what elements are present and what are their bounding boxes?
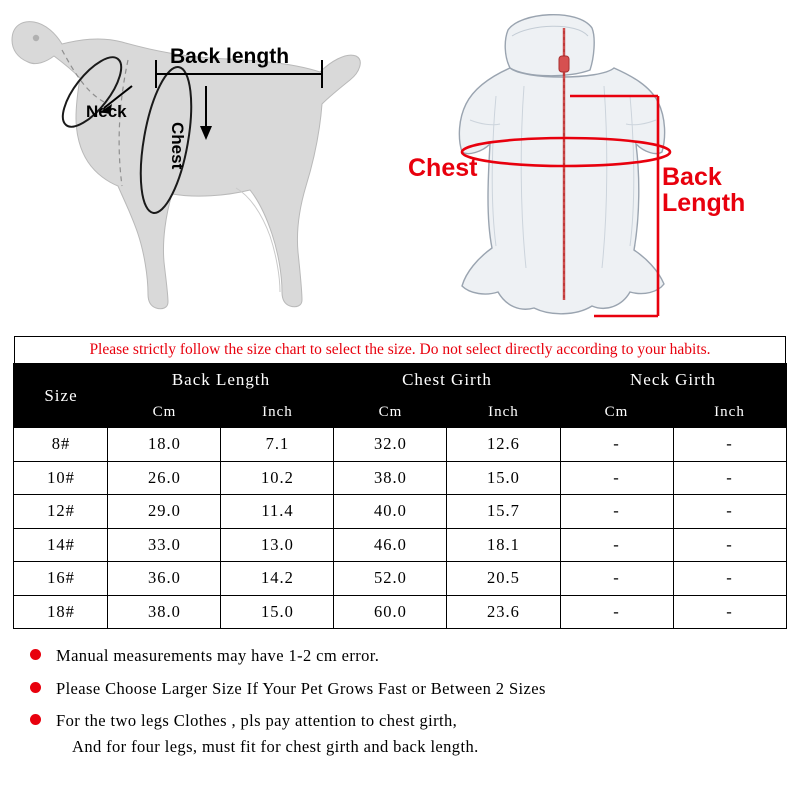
bullet-icon: [30, 682, 41, 693]
cell-neck-inch: -: [673, 562, 786, 596]
coat-chest-label: Chest: [408, 154, 478, 182]
header-neck-girth: Neck Girth: [560, 364, 786, 397]
table-row: [14, 528, 786, 562]
cell-neck-cm: -: [560, 562, 673, 596]
header-back-inch: Inch: [221, 397, 334, 428]
header-back-length: Back Length: [108, 364, 334, 397]
header-chest-girth: Chest Girth: [334, 364, 560, 397]
cell-back-inch: 7.1: [221, 428, 334, 462]
cell-back-inch: 11.4: [221, 495, 334, 529]
note-item: [26, 676, 800, 702]
table-row: [14, 595, 786, 629]
header-neck-cm: Cm: [560, 397, 673, 428]
cell-neck-inch: -: [673, 495, 786, 529]
cell-back-inch: 10.2: [221, 461, 334, 495]
cell-chest-inch: 23.6: [447, 595, 560, 629]
cell-neck-inch: -: [673, 595, 786, 629]
header-size: Size: [14, 364, 108, 428]
cell-size: 8#: [14, 428, 108, 462]
table-row: [14, 562, 786, 596]
table-row: [14, 495, 786, 529]
cell-size: 14#: [14, 528, 108, 562]
cell-back-cm: 33.0: [108, 528, 221, 562]
note-subtext: And for four legs, must fit for chest girth and back length.: [72, 736, 479, 756]
cell-neck-inch: -: [673, 528, 786, 562]
coat-back-length-line1: Back: [662, 163, 722, 191]
header-back-cm: Cm: [108, 397, 221, 428]
dog-back-length-label: Back length: [170, 45, 290, 68]
bullet-icon: [30, 649, 41, 660]
cell-neck-cm: -: [560, 528, 673, 562]
cell-chest-cm: 40.0: [334, 495, 447, 529]
dog-chest-label: Chest: [168, 122, 187, 170]
table-head: [14, 364, 786, 428]
cell-neck-cm: -: [560, 461, 673, 495]
size-chart-table: [13, 363, 786, 629]
cell-neck-inch: -: [673, 428, 786, 462]
table-row: [14, 461, 786, 495]
cell-neck-cm: -: [560, 428, 673, 462]
cell-chest-inch: 15.0: [447, 461, 560, 495]
coat-collar: [505, 15, 594, 76]
zipper-pull: [559, 56, 569, 72]
table-row: [14, 428, 786, 462]
table-group-header-row: [14, 364, 786, 397]
cell-chest-cm: 38.0: [334, 461, 447, 495]
cell-chest-cm: 32.0: [334, 428, 447, 462]
dog-eye: [33, 35, 39, 41]
cell-chest-inch: 18.1: [447, 528, 560, 562]
cell-neck-cm: -: [560, 495, 673, 529]
coat-back-length-line2: Length: [662, 189, 746, 218]
cell-chest-cm: 52.0: [334, 562, 447, 596]
header-chest-inch: Inch: [447, 397, 560, 428]
table-body: [14, 428, 786, 629]
cell-chest-inch: 12.6: [447, 428, 560, 462]
cell-back-inch: 15.0: [221, 595, 334, 629]
note-item: [26, 643, 800, 669]
cell-neck-cm: -: [560, 595, 673, 629]
illustration-area: [0, 0, 800, 336]
note-text: Manual measurements may have 1-2 cm error.: [56, 646, 380, 666]
cell-back-cm: 36.0: [108, 562, 221, 596]
note-item: [26, 708, 800, 759]
header-chest-cm: Cm: [334, 397, 447, 428]
cell-chest-inch: 15.7: [447, 495, 560, 529]
cell-back-cm: 18.0: [108, 428, 221, 462]
cell-back-cm: 38.0: [108, 595, 221, 629]
cell-chest-inch: 20.5: [447, 562, 560, 596]
cell-back-cm: 29.0: [108, 495, 221, 529]
cell-size: 12#: [14, 495, 108, 529]
coat-illustration: [400, 0, 800, 336]
cell-neck-inch: -: [673, 461, 786, 495]
notes-list: [26, 643, 800, 759]
cell-back-inch: 13.0: [221, 528, 334, 562]
cell-back-inch: 14.2: [221, 562, 334, 596]
cell-chest-cm: 60.0: [334, 595, 447, 629]
bullet-icon: [30, 714, 41, 725]
cell-chest-cm: 46.0: [334, 528, 447, 562]
note-text: Please Choose Larger Size If Your Pet Grows Fast or Between 2 Sizes: [56, 678, 546, 698]
note-text: For the two legs Clothes , pls pay attention to chest girth,: [56, 711, 458, 731]
size-warning-banner: Please strictly follow the size chart to select the size. Do not select directly according to your habits.: [14, 336, 786, 363]
cell-size: 10#: [14, 461, 108, 495]
dog-illustration: [0, 0, 400, 336]
cell-size: 18#: [14, 595, 108, 629]
coat-back-length-label: [662, 164, 745, 217]
cell-size: 16#: [14, 562, 108, 596]
cell-back-cm: 26.0: [108, 461, 221, 495]
dog-neck-label: Neck: [86, 102, 127, 121]
table-unit-header-row: [14, 397, 786, 428]
header-neck-inch: Inch: [673, 397, 786, 428]
